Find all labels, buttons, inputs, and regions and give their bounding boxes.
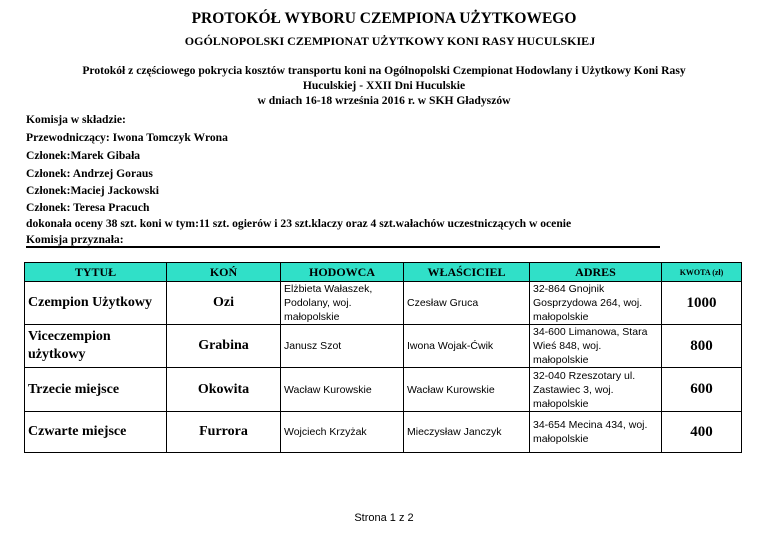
- protocol-line-3: w dniach 16-18 września 2016 r. w SKH Gładyszów: [257, 94, 511, 107]
- commission-member-1: Członek:Marek Gibała: [26, 149, 141, 162]
- cell-amount: 600: [662, 368, 742, 412]
- cell-address: 34-600 Limanowa, Stara Wieś 848, woj. małopolskie: [530, 325, 662, 368]
- document-title: PROTOKÓŁ WYBORU CZEMPIONA UŻYTKOWEGO: [191, 10, 577, 27]
- page-number: Strona 1 z 2: [354, 512, 414, 524]
- cell-amount: 800: [662, 325, 742, 368]
- table-row: [25, 282, 742, 325]
- cell-amount: 1000: [662, 282, 742, 325]
- cell-address: 32-040 Rzeszotary ul. Zastawiec 3, woj. małopolskie: [530, 368, 662, 412]
- cell-horse: Furrora: [167, 412, 281, 453]
- commission-chair: Przewodniczący: Iwona Tomczyk Wrona: [26, 131, 228, 144]
- table-row: [25, 325, 742, 368]
- commission-awarded: Komisja przyznała:: [26, 233, 124, 246]
- cell-address: 32-864 Gnojnik Gosprzydowa 264, woj. małopolskie: [530, 282, 662, 325]
- table-row: [25, 412, 742, 453]
- cell-owner: Mieczysław Janczyk: [404, 412, 530, 453]
- cell-horse: Ozi: [167, 282, 281, 325]
- cell-address: 34-654 Mecina 434, woj. małopolskie: [530, 412, 662, 453]
- protocol-line-1: Protokół z częściowego pokrycia kosztów transportu koni na Ogólnopolski Czempionat Hodowlany i Użytkowy Koni Rasy: [82, 64, 686, 77]
- cell-owner: Czesław Gruca: [404, 282, 530, 325]
- commission-member-3: Członek:Maciej Jackowski: [26, 184, 159, 197]
- cell-title: Viceczempion użytkowy: [25, 325, 167, 368]
- header-owner: WŁAŚCICIEL: [404, 263, 530, 282]
- cell-amount: 400: [662, 412, 742, 453]
- commission-member-2: Członek: Andrzej Goraus: [26, 167, 153, 180]
- protocol-line-2: Huculskiej - XXII Dni Huculskie: [302, 79, 466, 92]
- cell-breeder: Elżbieta Wałaszek, Podolany, woj. małopolskie: [281, 282, 404, 325]
- cell-breeder: Wacław Kurowskie: [281, 368, 404, 412]
- table-row: [25, 368, 742, 412]
- commission-assessment: dokonała oceny 38 szt. koni w tym:11 szt. ogierów i 23 szt.klaczy oraz 4 szt.wałachów uczestniczących w ocenie: [26, 217, 572, 230]
- cell-horse: Grabina: [167, 325, 281, 368]
- header-amount: KWOTA (zł): [662, 263, 742, 282]
- document-subtitle: OGÓLNOPOLSKI CZEMPIONAT UŻYTKOWY KONI RASY HUCULSKIEJ: [184, 34, 596, 48]
- header-title: TYTUŁ: [25, 263, 167, 282]
- section-divider: [26, 246, 660, 248]
- header-horse: KOŃ: [167, 263, 281, 282]
- cell-title: Czempion Użytkowy: [25, 282, 167, 325]
- commission-member-4: Członek: Teresa Pracuch: [26, 201, 150, 214]
- header-breeder: HODOWCA: [281, 263, 404, 282]
- cell-horse: Okowita: [167, 368, 281, 412]
- cell-breeder: Janusz Szot: [281, 325, 404, 368]
- commission-intro: Komisja w składzie:: [26, 113, 126, 126]
- awards-table: [24, 262, 742, 453]
- cell-title: Czwarte miejsce: [25, 412, 167, 453]
- header-address: ADRES: [530, 263, 662, 282]
- cell-title: Trzecie miejsce: [25, 368, 167, 412]
- cell-breeder: Wojciech Krzyżak: [281, 412, 404, 453]
- cell-owner: Wacław Kurowskie: [404, 368, 530, 412]
- cell-owner: Iwona Wojak-Ćwik: [404, 325, 530, 368]
- table-header-row: [25, 263, 742, 282]
